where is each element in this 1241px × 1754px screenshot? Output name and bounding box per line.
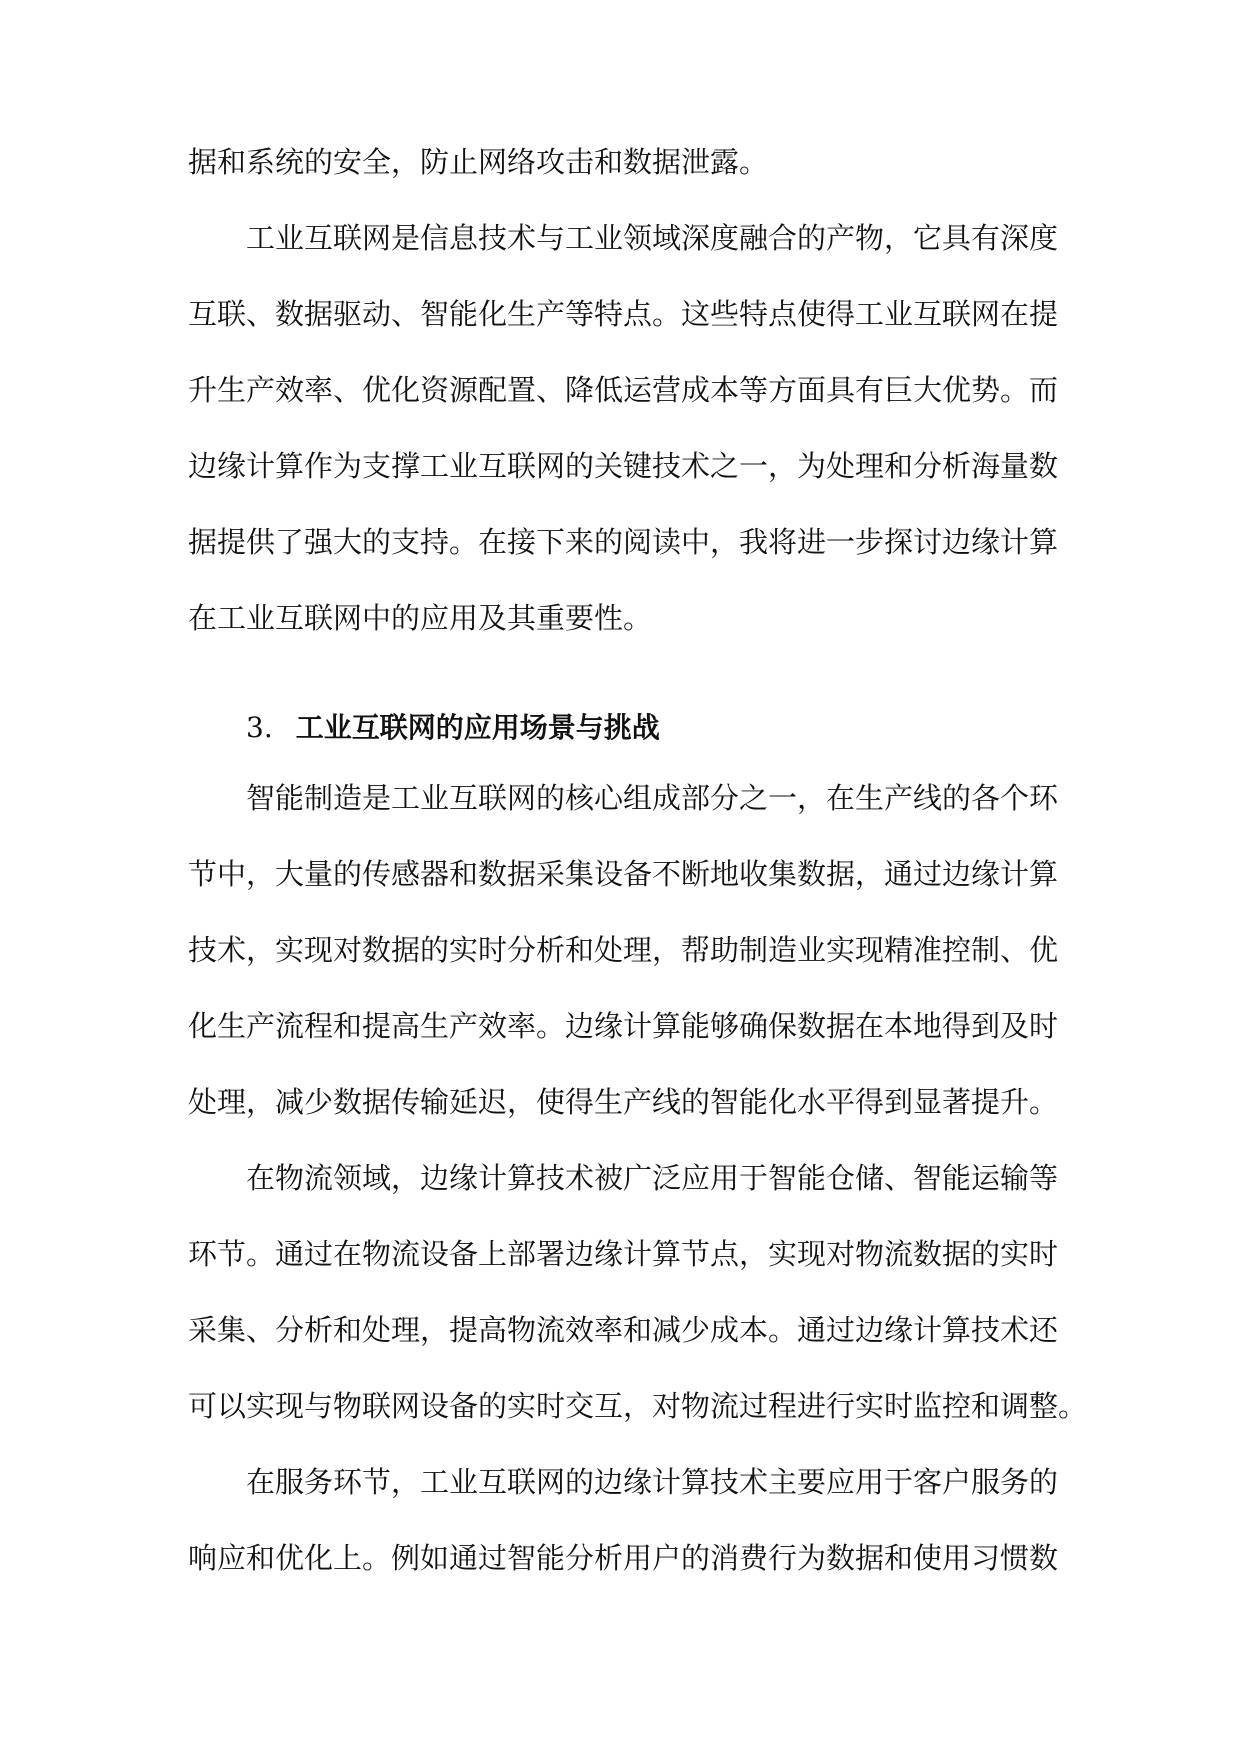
paragraph-line: 智能制造是工业互联网的核心组成部分之一，在生产线的各个环 [246, 781, 1059, 815]
paragraph-line: 节中，大量的传感器和数据采集设备不断地收集数据，通过边缘计算 [188, 857, 1059, 891]
paragraph-line: 采集、分析和处理，提高物流效率和减少成本。通过边缘计算技术还 [188, 1313, 1059, 1347]
paragraph-line: 在服务环节，工业互联网的边缘计算技术主要应用于客户服务的 [246, 1465, 1059, 1499]
paragraph-line: 可以实现与物联网设备的实时交互，对物流过程进行实时监控和调整。 [188, 1389, 1088, 1423]
section-title: 工业互联网的应用场景与挑战 [295, 711, 660, 744]
paragraph-line: 技术，实现对数据的实时分析和处理，帮助制造业实现精准控制、优 [188, 933, 1059, 967]
paragraph-line: 化生产流程和提高生产效率。边缘计算能够确保数据在本地得到及时 [188, 1009, 1059, 1043]
paragraph-line: 在物流领域，边缘计算技术被广泛应用于智能仓储、智能运输等 [246, 1161, 1059, 1195]
paragraph-line: 处理，减少数据传输延迟，使得生产线的智能化水平得到显著提升。 [188, 1085, 1059, 1119]
paragraph-smart-manufacturing [188, 778, 1058, 1158]
paragraph-line: 响应和优化上。例如通过智能分析用户的消费行为数据和使用习惯数 [188, 1541, 1059, 1575]
section-number: 3. [246, 711, 273, 744]
document-body [188, 142, 1088, 1614]
paragraph-industrial-internet-overview [188, 218, 1058, 674]
paragraph-line: 环节。通过在物流设备上部署边缘计算节点，实现对物流数据的实时 [188, 1237, 1059, 1271]
paragraph-security-continuation [188, 142, 1058, 218]
paragraph-line: 工业互联网是信息技术与工业领域深度融合的产物，它具有深度 [246, 221, 1059, 255]
paragraph-line: 据提供了强大的支持。在接下来的阅读中，我将进一步探讨边缘计算 [188, 525, 1059, 559]
paragraph-line: 边缘计算作为支撑工业互联网的关键技术之一，为处理和分析海量数 [188, 449, 1059, 483]
paragraph-line: 在工业互联网中的应用及其重要性。 [188, 601, 653, 635]
paragraph-line: 据和系统的安全，防止网络攻击和数据泄露。 [188, 145, 769, 179]
paragraph-logistics [188, 1158, 1088, 1462]
paragraph-line: 升生产效率、优化资源配置、降低运营成本等方面具有巨大优势。而 [188, 373, 1059, 407]
paragraph-line: 互联、数据驱动、智能化生产等特点。这些特点使得工业互联网在提 [188, 297, 1059, 331]
paragraph-services [188, 1462, 1058, 1614]
section-heading [188, 708, 1058, 768]
